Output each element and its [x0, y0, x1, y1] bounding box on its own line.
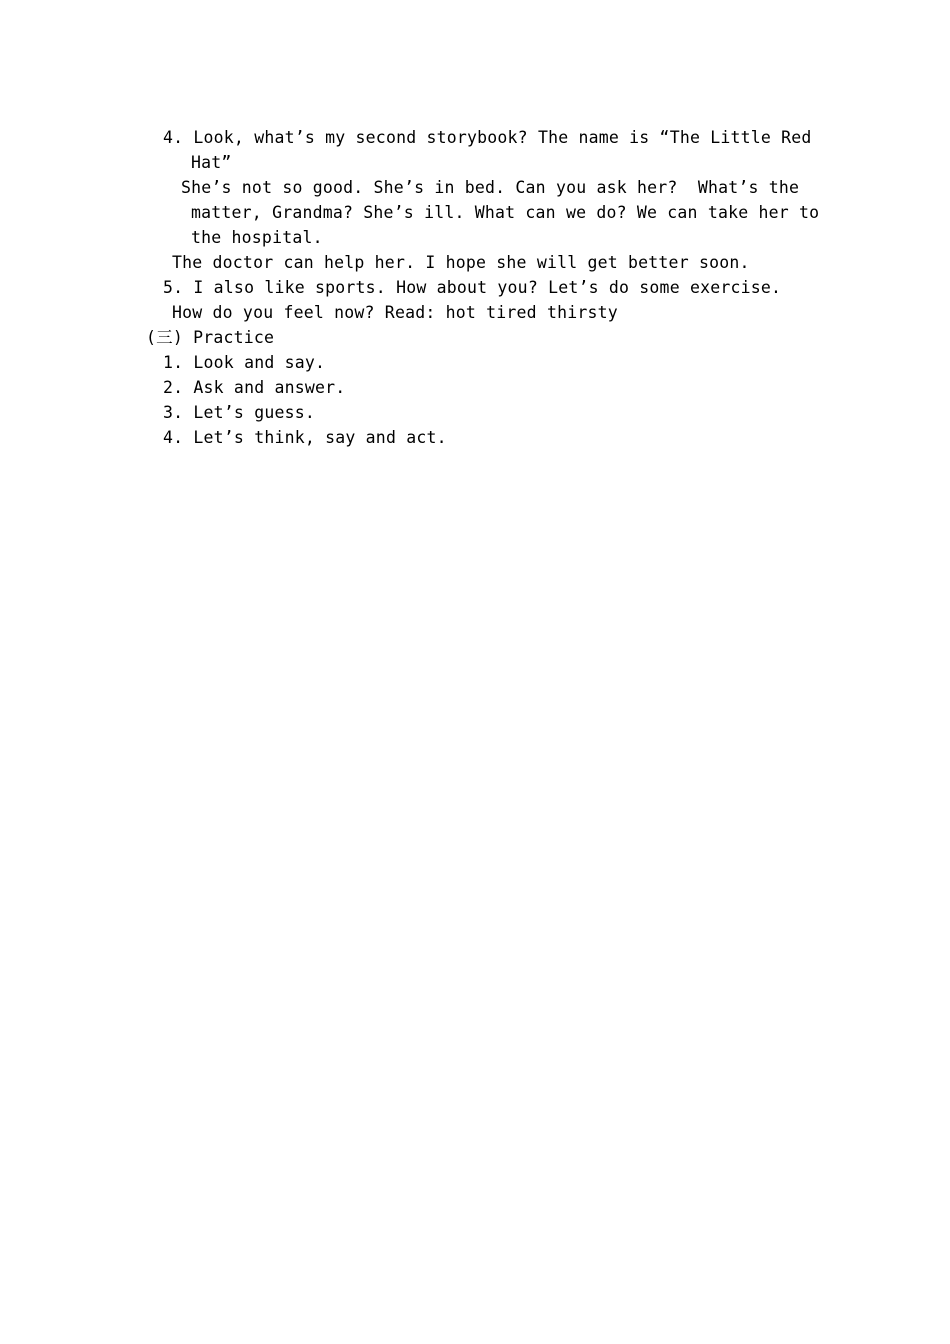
practice-item-3: 3. Let’s guess. [163, 403, 316, 422]
text-line-story-1: She’s not so good. She’s in bed. Can you ask her? What’s the [181, 178, 800, 197]
text-line-feel: How do you feel now? Read: hot tired thirsty [172, 303, 618, 322]
text-line-item4-cont: Hat” [191, 153, 232, 172]
practice-item-4: 4. Let’s think, say and act. [163, 428, 447, 447]
text-line-doctor: The doctor can help her. I hope she will get better soon. [172, 253, 750, 272]
practice-item-2: 2. Ask and answer. [163, 378, 346, 397]
text-line-story-2: matter, Grandma? She’s ill. What can we do? We can take her to [191, 203, 820, 222]
text-line-item4: 4. Look, what’s my second storybook? The name is “The Little Red [163, 128, 812, 147]
text-line-story-3: the hospital. [191, 228, 323, 247]
text-line-item5: 5. I also like sports. How about you? Let’s do some exercise. [163, 278, 782, 297]
section-heading-practice: (三) Practice [146, 328, 275, 347]
practice-item-1: 1. Look and say. [163, 353, 326, 372]
